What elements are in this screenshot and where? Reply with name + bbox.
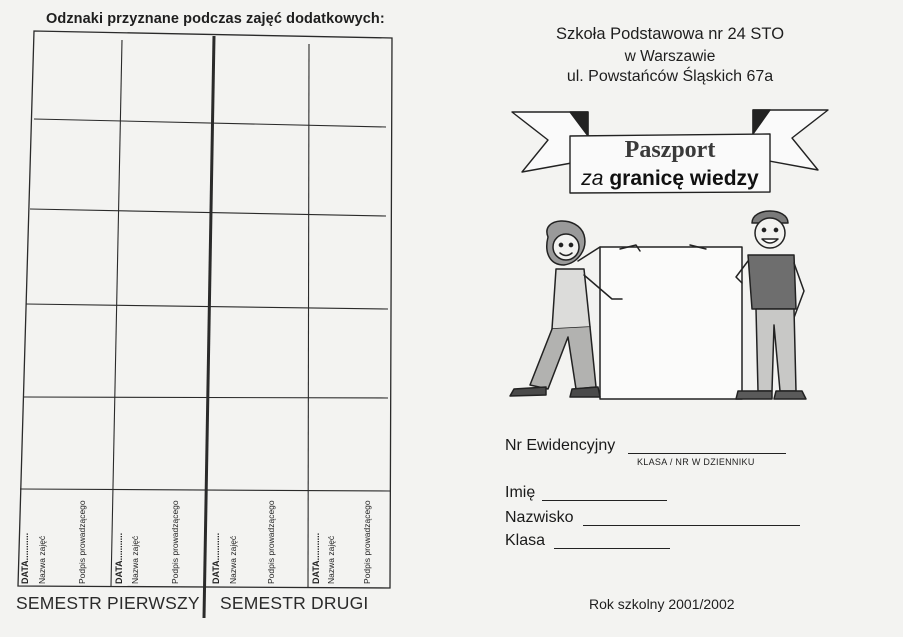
label-data: DATA...........: [114, 532, 124, 584]
semester-first-label: SEMESTR PIERWSZY: [16, 593, 200, 613]
label-podpis: Podpis prowadzącego: [170, 500, 180, 584]
label-podpis: Podpis prowadzącego: [266, 500, 276, 584]
label-nazwa: Nazwa zajęć: [37, 535, 47, 584]
banner-subtitle-main: granicę wiedzy: [609, 167, 759, 190]
nazwisko-field[interactable]: [583, 525, 800, 526]
imie-field[interactable]: [542, 500, 667, 501]
school-name: Szkoła Podstawowa nr 24 STO: [555, 25, 785, 43]
label-podpis: Podpis prowadzącego: [362, 500, 372, 584]
school-address: ul. Powstańców Śląskich 67a: [566, 68, 774, 85]
nr-ewidencyjny-label: Nr Ewidencyjny: [505, 437, 616, 454]
badges-title: Odznaki przyznane podczas zajęć dodatkowych:: [46, 11, 385, 27]
nr-ewidencyjny-sublabel: KLASA / NR W DZIENNIKU: [637, 457, 755, 467]
label-podpis: Podpis prowadzącego: [77, 500, 87, 584]
klasa-label: Klasa: [505, 532, 546, 549]
label-nazwa: Nazwa zajęć: [326, 535, 336, 584]
school-city: w Warszawie: [624, 48, 716, 65]
label-nazwa: Nazwa zajęć: [130, 535, 140, 584]
badges-grid: [0, 0, 420, 637]
label-nazwa: Nazwa zajęć: [228, 535, 238, 584]
banner-subtitle-prefix: za: [581, 167, 604, 190]
klasa-field[interactable]: [554, 548, 670, 549]
nr-ewidencyjny-field[interactable]: [628, 453, 786, 454]
label-data: DATA...........: [311, 532, 321, 584]
imie-label: Imię: [505, 484, 536, 501]
school-year: Rok szkolny 2001/2002: [589, 596, 735, 612]
label-data: DATA...........: [20, 532, 30, 584]
banner-subtitle: [570, 167, 770, 191]
nazwisko-label: Nazwisko: [505, 509, 574, 526]
banner-title: Paszport: [624, 137, 716, 163]
kids-with-board-illustration: [500, 205, 830, 405]
semester-second-label: SEMESTR DRUGI: [220, 593, 369, 613]
label-data: DATA...........: [211, 532, 221, 584]
